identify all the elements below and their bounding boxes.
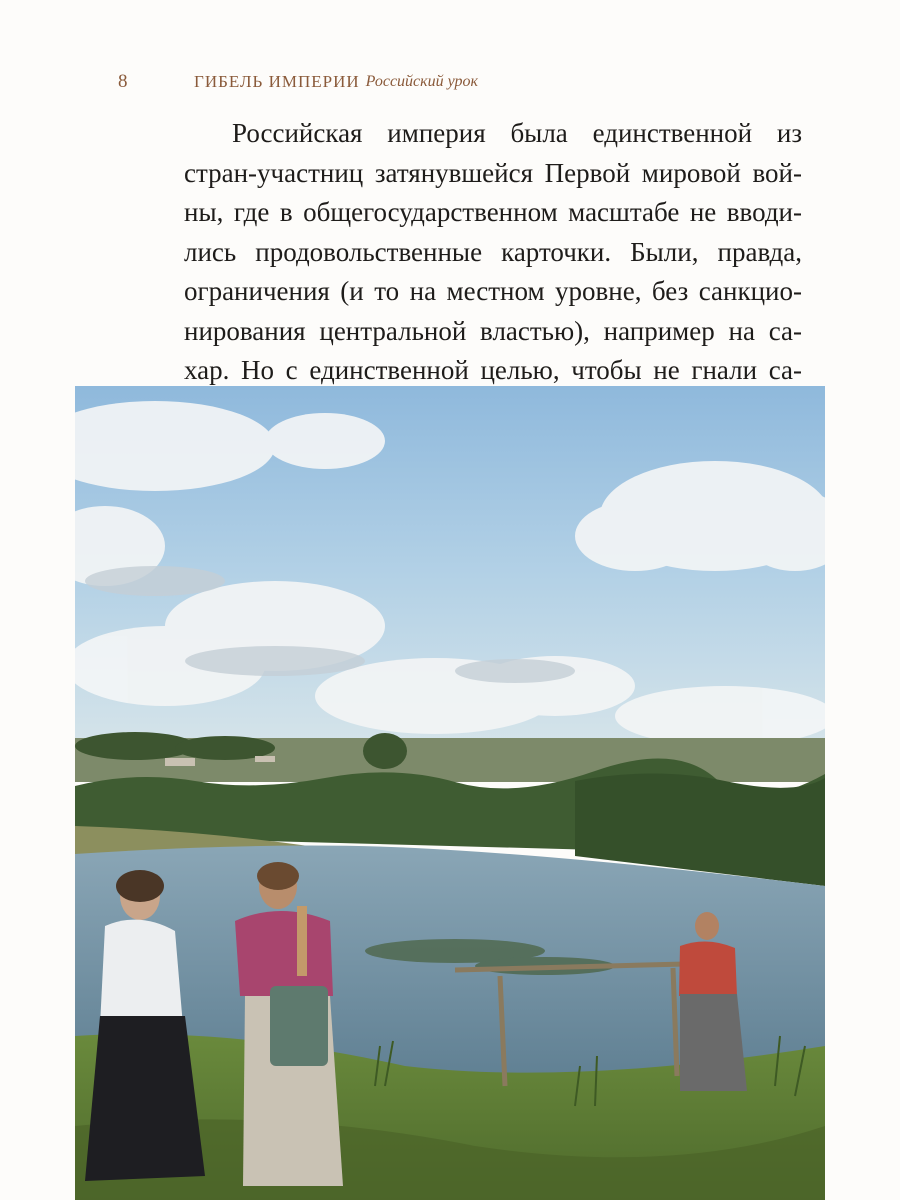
page-number: 8	[118, 71, 128, 92]
running-subtitle: Российский урок	[365, 73, 478, 90]
body-paragraph	[184, 114, 802, 430]
running-title: ГИБЕЛЬ ИМПЕРИИ	[194, 72, 360, 91]
paragraph-line: ны, где в общегосударственном масштабе не вводи-	[184, 197, 802, 227]
paragraph-line: лись продовольственные карточки. Были, правда,	[184, 236, 802, 267]
running-header	[118, 62, 818, 102]
paragraph-line: нирования центральной властью), например на са-	[184, 315, 802, 346]
paragraph-line: ограничения (и то на местном уровне, без санкцио-	[184, 276, 802, 306]
paragraph-line: Российская империя была единственной из	[232, 118, 802, 148]
photo-pond-scene	[75, 386, 825, 1200]
paragraph-line: хар. Но с единственной целью, чтобы не гнали са-	[184, 355, 802, 385]
paragraph-line: стран-участниц затянувшейся Первой мировой вой-	[184, 157, 802, 188]
